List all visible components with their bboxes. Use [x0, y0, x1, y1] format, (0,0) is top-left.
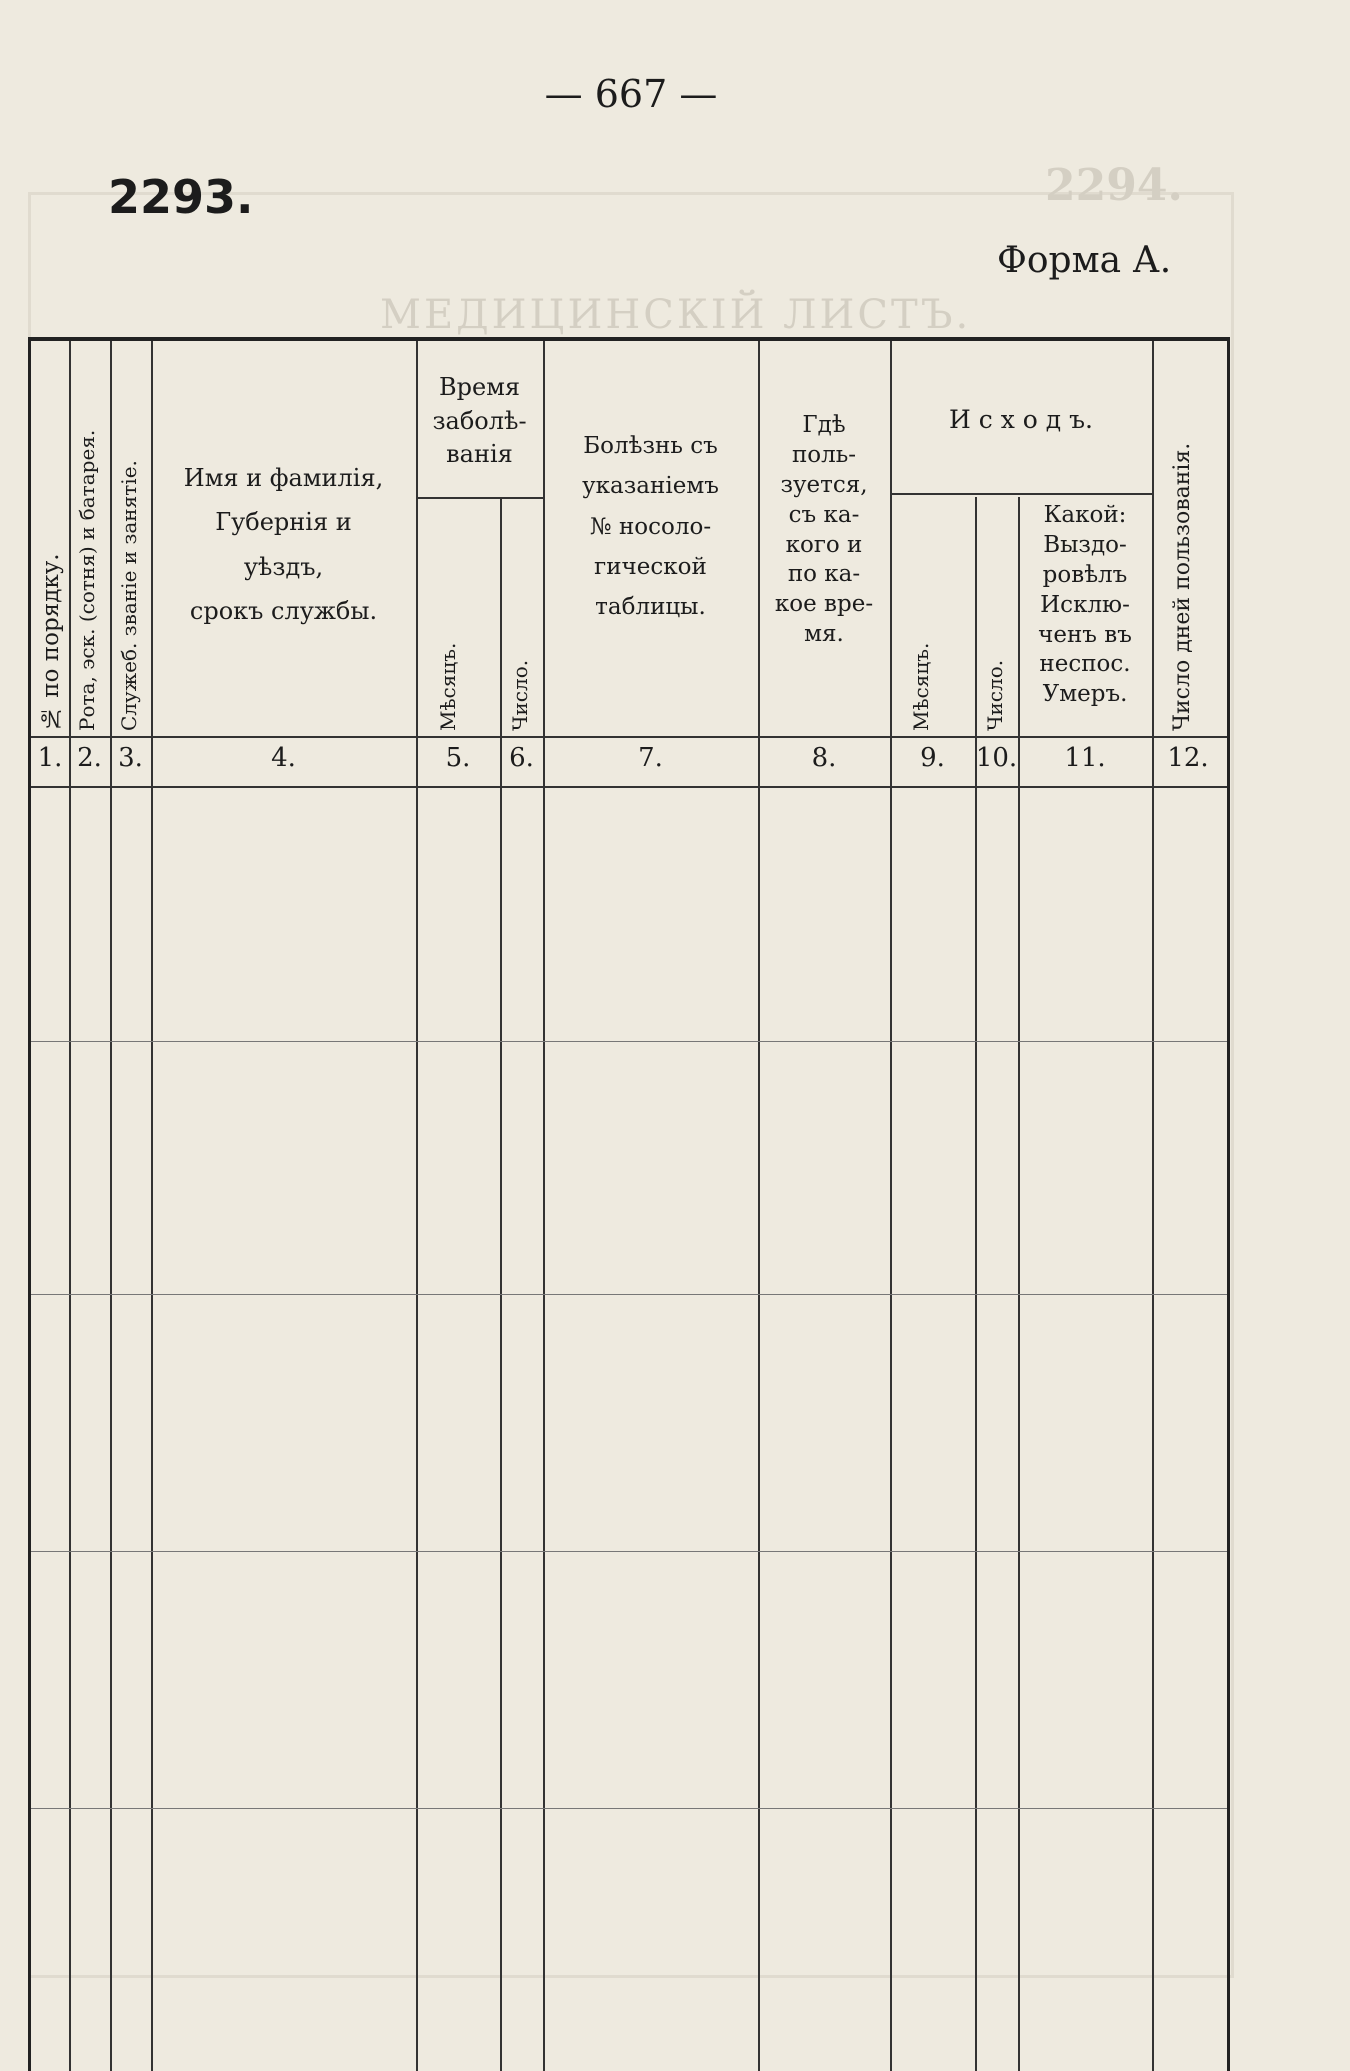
col-number: 1.: [37, 743, 63, 773]
page-number: — 667 —: [544, 72, 718, 116]
col-divider: [416, 341, 418, 2071]
col-divider: [69, 341, 71, 2071]
row-rule: [31, 1808, 1227, 1809]
form-label: Форма А.: [997, 240, 1172, 281]
col-divider: [1018, 497, 1020, 2071]
col-number: 5.: [445, 743, 471, 773]
medical-form-table: [28, 337, 1230, 2071]
col-divider: [1152, 341, 1154, 2071]
col-header-where: Гдѣ поль- зуется, съ ка- кого и по ка- кое вре- мя.: [774, 412, 874, 648]
col-divider: [890, 341, 892, 2071]
col-header-day: Число.: [508, 659, 532, 731]
col-divider: [500, 497, 502, 2071]
col-number: 7.: [638, 743, 663, 773]
col-divider: [975, 497, 977, 2071]
col-header-time: Время заболѣ- ванія: [432, 373, 527, 469]
col-number: 9.: [920, 743, 945, 773]
col-header-outcome-month: Мѣсяцъ.: [909, 642, 933, 731]
col-header-disease: Болѣзнь съ указаніемъ № носоло- гической таблицы.: [582, 433, 719, 620]
row-rule: [31, 1294, 1227, 1295]
col-header-rank: Служеб. званіе и занятіе.: [117, 460, 141, 731]
col-number: 2.: [77, 743, 102, 773]
numbers-row-line: [31, 786, 1227, 788]
row-rule: [31, 1551, 1227, 1552]
col-header-outcome-kind: Какой: Выздо- ровѣлъ Исклю- ченъ въ неспос. Умеръ.: [1038, 502, 1132, 708]
outcome-subheader-line: [890, 493, 1152, 495]
col-header-number: № по порядку.: [38, 553, 64, 731]
col-header-days: Число дней пользованія.: [1170, 442, 1195, 731]
col-number: 4.: [271, 743, 296, 773]
time-subheader-line: [416, 497, 543, 499]
col-header-month: Мѣсяцъ.: [436, 642, 460, 731]
col-number: 10.: [975, 743, 1018, 773]
col-header-name: Имя и фамилія, Губернія и уѣздъ, срокъ службы.: [183, 464, 384, 626]
col-header-outcome: И с х о д ъ.: [949, 405, 1093, 434]
row-rule: [31, 1041, 1227, 1042]
col-number: 11.: [1064, 743, 1106, 773]
col-number: 3.: [118, 743, 143, 773]
header-bottom-line: [31, 736, 1227, 738]
bleed-through-number: 2294.: [1045, 160, 1183, 211]
col-number: 6.: [509, 743, 534, 773]
col-header-outcome-day: Число.: [983, 659, 1007, 731]
bleed-through-title: МЕДИЦИНСКІЙ ЛИСТЪ.: [380, 292, 972, 338]
document-number: 2293.: [108, 170, 254, 224]
col-divider: [110, 341, 112, 2071]
col-number: 8.: [811, 743, 837, 773]
col-number: 12.: [1167, 743, 1209, 773]
col-header-company: Рота, эск. (сотня) и батарея.: [75, 429, 99, 731]
